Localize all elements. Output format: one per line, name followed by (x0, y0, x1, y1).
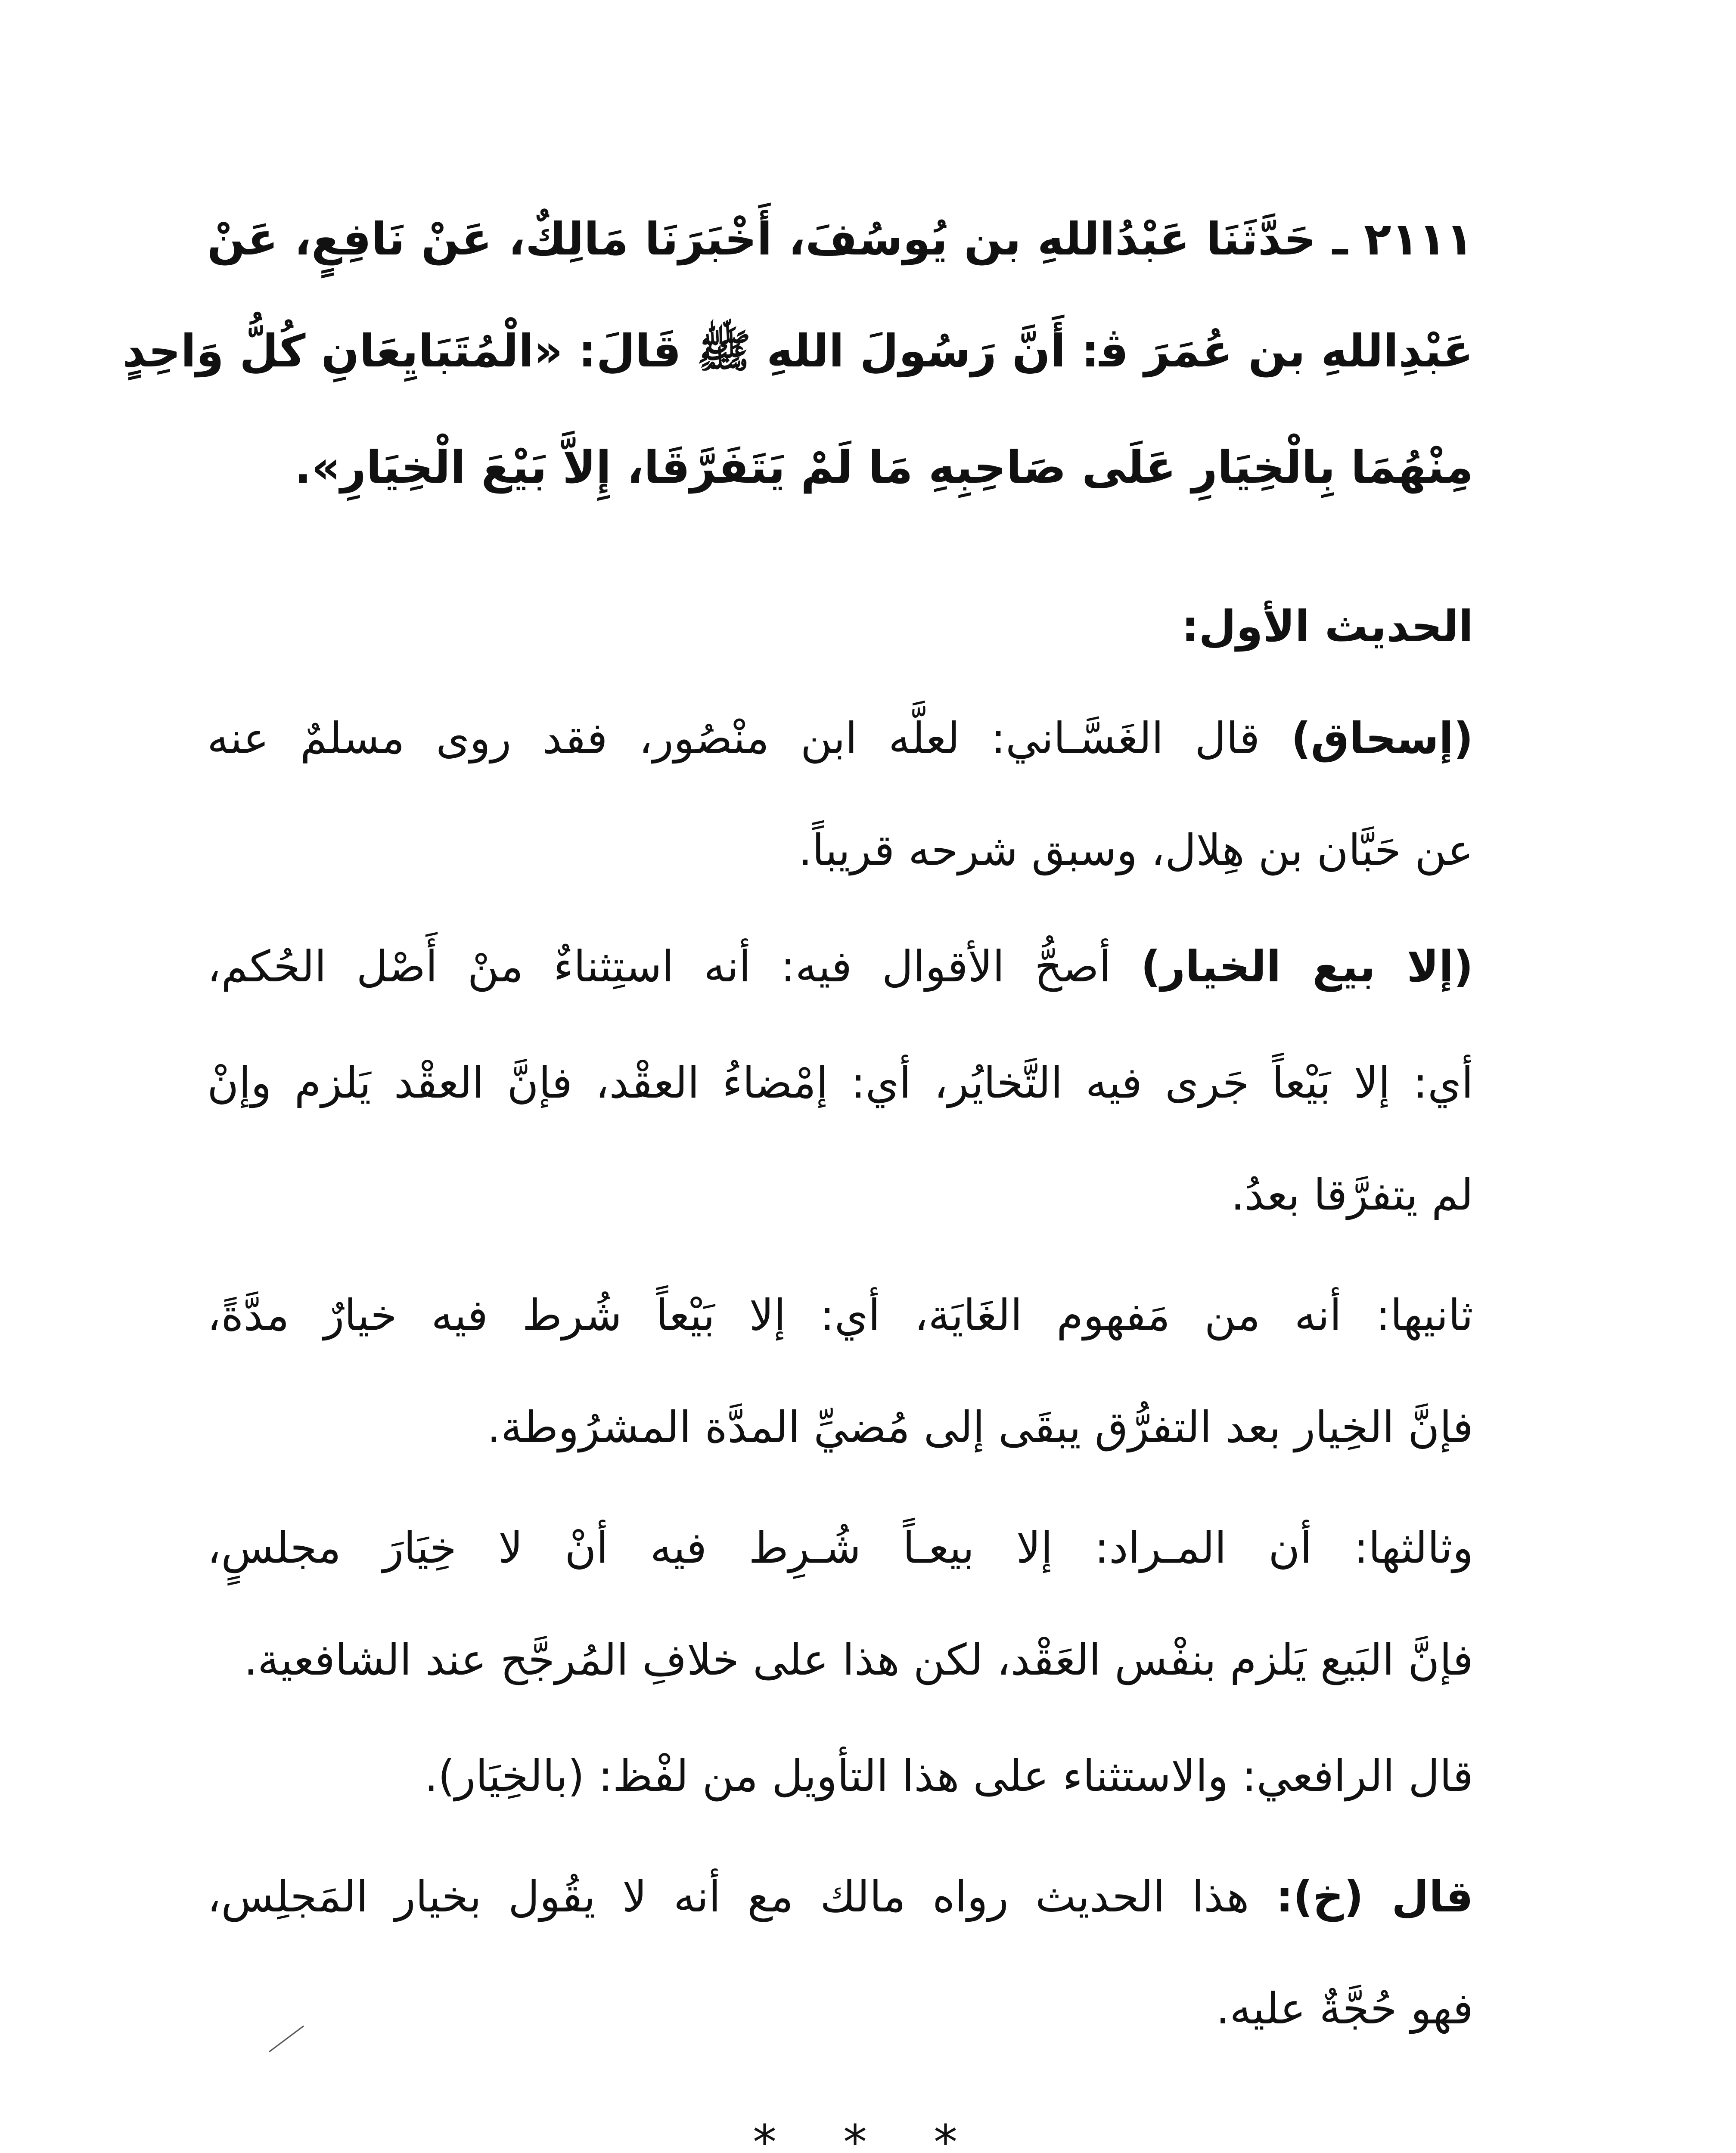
paragraph-4-line-2: فإنَّ البَيع يَلزم بنفْس العَقْد، لكن هذا على خلافِ المُرجَّح عند الشافعية. (244, 1635, 1473, 1685)
hadith-line-2: عَبْدِاللهِ بن عُمَرَ ﭬ: أَنَّ رَسُولَ اللهِ ﷺ قَالَ: «الْمُتَبَايِعَانِ كُلُّ وَاحِدٍ (122, 325, 1473, 377)
paragraph-2-text: أصحُّ الأقوال فيه: أنه استِثناءٌ منْ أَصْل الحُكم، (207, 941, 1141, 992)
paragraph-1-line-2: عن حَبَّان بن هِلال، وسبق شرحه قريباً. (798, 825, 1473, 875)
hadith-line-1: ٢١١١ ـ حَدَّثَنَا عَبْدُاللهِ بن يُوسُفَ، أَخْبَرَنَا مَالِكٌ، عَنْ نَافِعٍ، عَنْ (207, 213, 1473, 265)
paragraph-6-line-1 (207, 1864, 1473, 1929)
section-separator: * * * (753, 2115, 983, 2153)
paragraph-2-line-3: لم يتفرَّقا بعدُ. (1231, 1170, 1473, 1220)
hadith-line-3: مِنْهُمَا بِالْخِيَارِ عَلَى صَاحِبِهِ مَا لَمْ يَتَفَرَّقَا، إِلاَّ بَيْعَ الْخِيَارِ». (294, 441, 1473, 493)
paragraph-3-line-1: ثانيها: أنه من مَفهوم الغَايَة، أي: إلا بَيْعاً شُرط فيه خيارٌ مدَّةً، (207, 1290, 1473, 1340)
section-heading: الحديث الأول: (1181, 601, 1473, 651)
paragraph-2-line-1 (207, 934, 1473, 999)
paragraph-4-line-1: وثالثها: أن المـراد: إلا بيعـاً شُـرِط فيه أنْ لا خِيَارَ مجلسٍ، (207, 1523, 1473, 1573)
paragraph-6-lead: قال (خ): (1276, 1871, 1473, 1922)
paragraph-1-text: قال الغَسَّـاني: لعلَّه ابن منْصُور، فقد روى مسلمٌ عنه (207, 713, 1291, 763)
paragraph-2-lead: (إلا بيع الخيار) (1141, 941, 1473, 992)
paragraph-1-line-1 (207, 706, 1473, 771)
paragraph-1-lead: (إسحاق) (1291, 713, 1473, 763)
paragraph-6-text: هذا الحديث رواه مالك مع أنه لا يقُول بخيار المَجلِس، (207, 1871, 1276, 1922)
paragraph-2-line-2: أي: إلا بَيْعاً جَرى فيه التَّخايُر، أي: إمْضاءُ العقْد، فإنَّ العقْد يَلزم وإنْ (207, 1058, 1473, 1108)
pen-mark-icon (267, 2024, 306, 2054)
paragraph-6-line-2: فهو حُجَّةٌ عليه. (1216, 1983, 1473, 2034)
paragraph-5-line-1: قال الرافعي: والاستثناء على هذا التأويل من لفْظ: (بالخِيَار). (424, 1751, 1473, 1801)
paragraph-3-line-2: فإنَّ الخِيار بعد التفرُّق يبقَى إلى مُضيِّ المدَّة المشرُوطة. (487, 1402, 1473, 1452)
